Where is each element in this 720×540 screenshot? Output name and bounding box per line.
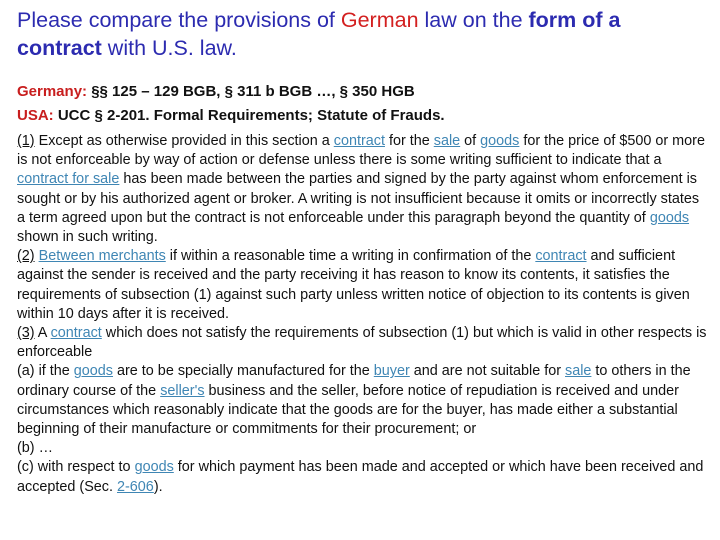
subsection-1 <box>17 132 711 247</box>
text: which does not satisfy the requirements of subsection (1) but which is valid in other respects is enforceable <box>17 325 707 361</box>
text: for the price of $500 or more is not enforceable by way of action or defense unless there is some writing sufficient to indicate that a <box>17 133 705 169</box>
germany-provisions: §§ 125 – 129 BGB, § 311 b BGB …, § 350 HGB <box>87 83 415 100</box>
usa-label: USA: <box>17 107 54 124</box>
text: (a) if the <box>17 363 74 380</box>
text: has been made between the parties and signed by the party against whom enforcement is sought or by his authorized agent or broker. A writing is not insufficient because it omits or incorrectly states a term agreed upon but the contract is not enforceable under this paragraph beyond the quantity of <box>17 171 700 226</box>
text: to others in the ordinary course of the <box>17 363 691 399</box>
clause-a <box>17 362 711 439</box>
slide-title <box>17 6 707 62</box>
text: and are not suitable for <box>409 363 565 380</box>
text: for which payment has been made and accepted or which have been received and accepted (Sec. <box>17 459 704 495</box>
text: are to be specially manufactured for the <box>113 363 374 380</box>
title-text: Please compare the provisions of <box>17 8 341 32</box>
link-goods[interactable]: goods <box>134 459 174 476</box>
text: A <box>34 325 51 342</box>
clause-c <box>17 458 711 496</box>
link-2-606[interactable]: 2-606 <box>117 478 154 495</box>
text: if within a reasonable time a writing in confirmation of the <box>165 248 536 265</box>
text: (c) with respect to <box>17 459 135 476</box>
subsection-number: (3) <box>17 325 35 342</box>
usa-provisions: UCC § 2-201. Formal Requirements; Statute of Frauds. <box>53 107 445 124</box>
link-buyer[interactable]: buyer <box>373 363 410 380</box>
text: for the <box>384 133 434 149</box>
text: ). <box>153 478 163 495</box>
link-goods[interactable]: goods <box>73 363 114 380</box>
text: (b) … <box>17 440 53 457</box>
text: shown in such writing. <box>17 229 158 246</box>
text: business and the seller, before notice of repudiation is received and under circumstances which reasonably indicate that the goods are for the buyer, has made either a substantial beginning of their manufacture or commitments for their procurement; or <box>17 382 679 438</box>
usa-law-line <box>17 106 707 125</box>
text: of <box>460 133 481 149</box>
germany-label: Germany: <box>17 83 88 100</box>
link-goods[interactable]: goods <box>649 209 690 226</box>
link-sale[interactable]: sale <box>565 363 592 380</box>
title-form-of-contract: form of a contract <box>17 8 621 60</box>
text: and sufficient against the sender is received and the party receiving it has reason to know its contents, it satisfies the requirements of subsection (1) against such party unless written notice of objection to its contents is given within 10 days after it is received. <box>17 248 690 322</box>
link-contract[interactable]: contract <box>50 325 102 342</box>
link-between-merchants[interactable]: Between merchants <box>38 248 166 265</box>
subsection-2 <box>17 247 711 324</box>
link-contract[interactable]: contract <box>535 248 587 265</box>
title-text: law on the <box>418 8 529 32</box>
title-text: with U.S. law. <box>101 36 237 60</box>
link-goods[interactable]: goods <box>480 133 520 149</box>
link-contract[interactable]: contract <box>333 133 385 149</box>
germany-law-line <box>17 82 707 101</box>
link-sellers[interactable]: seller's <box>160 382 205 399</box>
statute-text <box>17 132 711 497</box>
link-sale[interactable]: sale <box>433 133 461 149</box>
link-contract-for-sale[interactable]: contract for sale <box>17 171 120 188</box>
subsection-3 <box>17 324 711 362</box>
subsection-number: (2) <box>17 248 35 265</box>
title-german: German <box>340 8 419 32</box>
text: Except as otherwise provided in this section a <box>34 133 334 149</box>
clause-b <box>17 439 711 458</box>
subsection-number: (1) <box>17 133 35 149</box>
